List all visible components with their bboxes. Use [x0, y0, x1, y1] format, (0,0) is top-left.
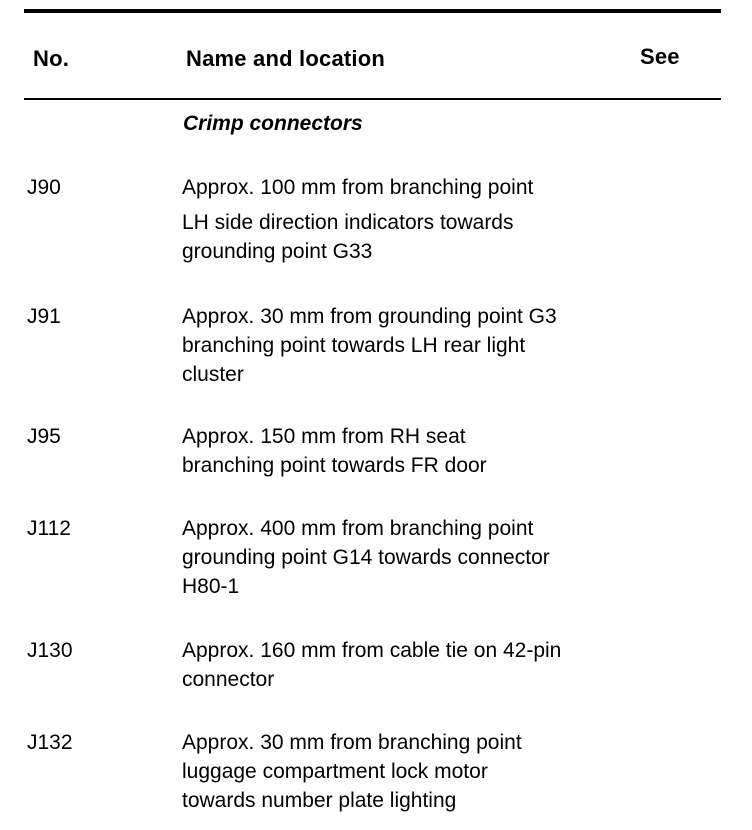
connector-location — [182, 302, 722, 389]
connector-number: J95 — [27, 425, 61, 448]
connector-location — [182, 728, 722, 815]
connector-number: J112 — [27, 517, 71, 540]
location-line: Approx. 30 mm from grounding point G3 — [182, 305, 557, 328]
connector-number: J130 — [27, 639, 73, 662]
top-rule — [24, 9, 721, 13]
connector-location — [182, 173, 722, 266]
location-line: towards number plate lighting — [182, 789, 457, 812]
column-header-no: No. — [33, 46, 70, 71]
connector-number: J132 — [27, 731, 73, 754]
location-line: cluster — [182, 363, 244, 386]
column-header-name-location: Name and location — [186, 46, 385, 71]
location-line: Approx. 30 mm from branching point — [182, 731, 522, 754]
location-line: H80-1 — [182, 575, 240, 598]
location-line: connector — [182, 668, 275, 691]
location-line: grounding point G33 — [182, 240, 373, 263]
location-line: luggage compartment lock motor — [182, 760, 488, 783]
section-title: Crimp connectors — [183, 112, 363, 135]
location-line: branching point towards FR door — [182, 454, 487, 477]
location-line: Approx. 160 mm from cable tie on 42-pin — [182, 639, 562, 662]
location-line: branching point towards LH rear light — [182, 334, 526, 357]
connector-location — [182, 636, 722, 694]
column-header-see: See — [640, 44, 680, 69]
connector-location — [182, 514, 722, 601]
location-line: Approx. 100 mm from branching point — [182, 176, 534, 199]
connector-number: J90 — [27, 176, 61, 199]
location-line: grounding point G14 towards connector — [182, 546, 550, 569]
location-line: Approx. 150 mm from RH seat — [182, 425, 466, 448]
connector-number: J91 — [27, 305, 61, 328]
header-rule — [24, 98, 721, 100]
location-line: LH side direction indicators towards — [182, 211, 514, 234]
location-line: Approx. 400 mm from branching point — [182, 517, 534, 540]
connector-location — [182, 422, 722, 480]
